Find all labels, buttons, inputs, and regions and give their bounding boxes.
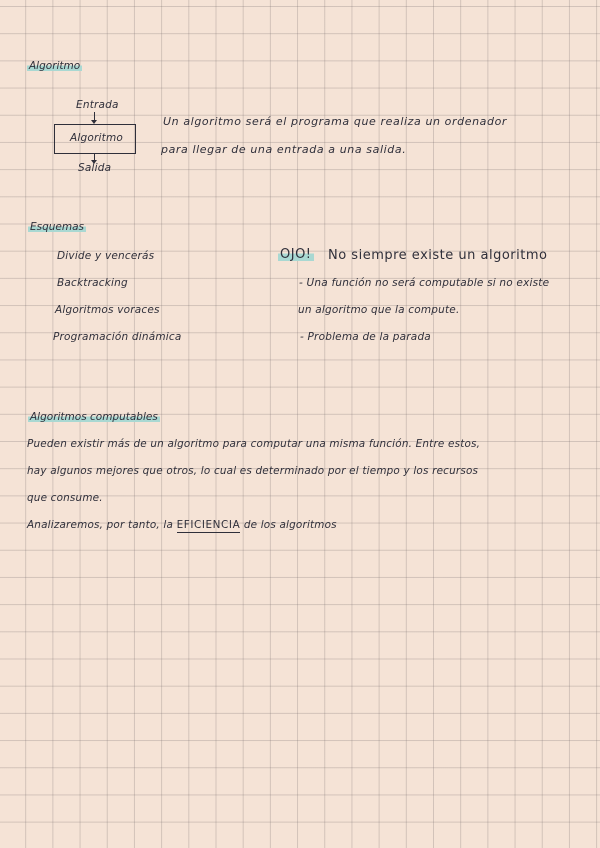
note-title: OJO! (280, 247, 312, 262)
definition-line-2: para llegar de una entrada a una salida. (161, 143, 407, 156)
paragraph-line-2: hay algunos mejores que otros, lo cual es determinado por el tiempo y los recursos (27, 465, 479, 477)
scheme-item: Divide y vencerás (57, 250, 155, 262)
diagram-input-label: Entrada (76, 99, 119, 111)
arrow-down-icon (94, 153, 95, 161)
scheme-item: Algoritmos voraces (55, 304, 160, 316)
paragraph-line-4-suffix: de los algoritmos (243, 519, 337, 531)
scheme-item: Programación dinámica (53, 331, 182, 343)
definition-line-1: Un algoritmo será el programa que realiza un ordenador (163, 115, 508, 128)
scheme-item: Backtracking (57, 277, 128, 289)
diagram-box-label: Algoritmo (70, 132, 123, 144)
heading-algoritmos-computables: Algoritmos computables (30, 411, 158, 423)
diagram-output-label: Salida (78, 162, 112, 174)
paragraph-line-3: que consume. (27, 492, 103, 504)
paragraph-line-1: Pueden existir más de un algoritmo para computar una misma función. Entre estos, (27, 438, 481, 450)
note-line-1: - Una función no será computable si no existe (299, 277, 550, 289)
heading-esquemas: Esquemas (30, 221, 85, 233)
arrow-down-icon (94, 112, 95, 121)
note-headline: No siempre existe un algoritmo (328, 248, 548, 263)
paragraph-line-4 (27, 519, 337, 531)
paragraph-line-4-prefix: Analizaremos, por tanto, la (27, 519, 174, 531)
note-line-2: un algoritmo que la compute. (298, 304, 460, 316)
note-line-3: - Problema de la parada (300, 331, 431, 343)
keyword-eficiencia: EFICIENCIA (176, 519, 241, 531)
heading-algoritmo: Algoritmo (29, 60, 81, 72)
